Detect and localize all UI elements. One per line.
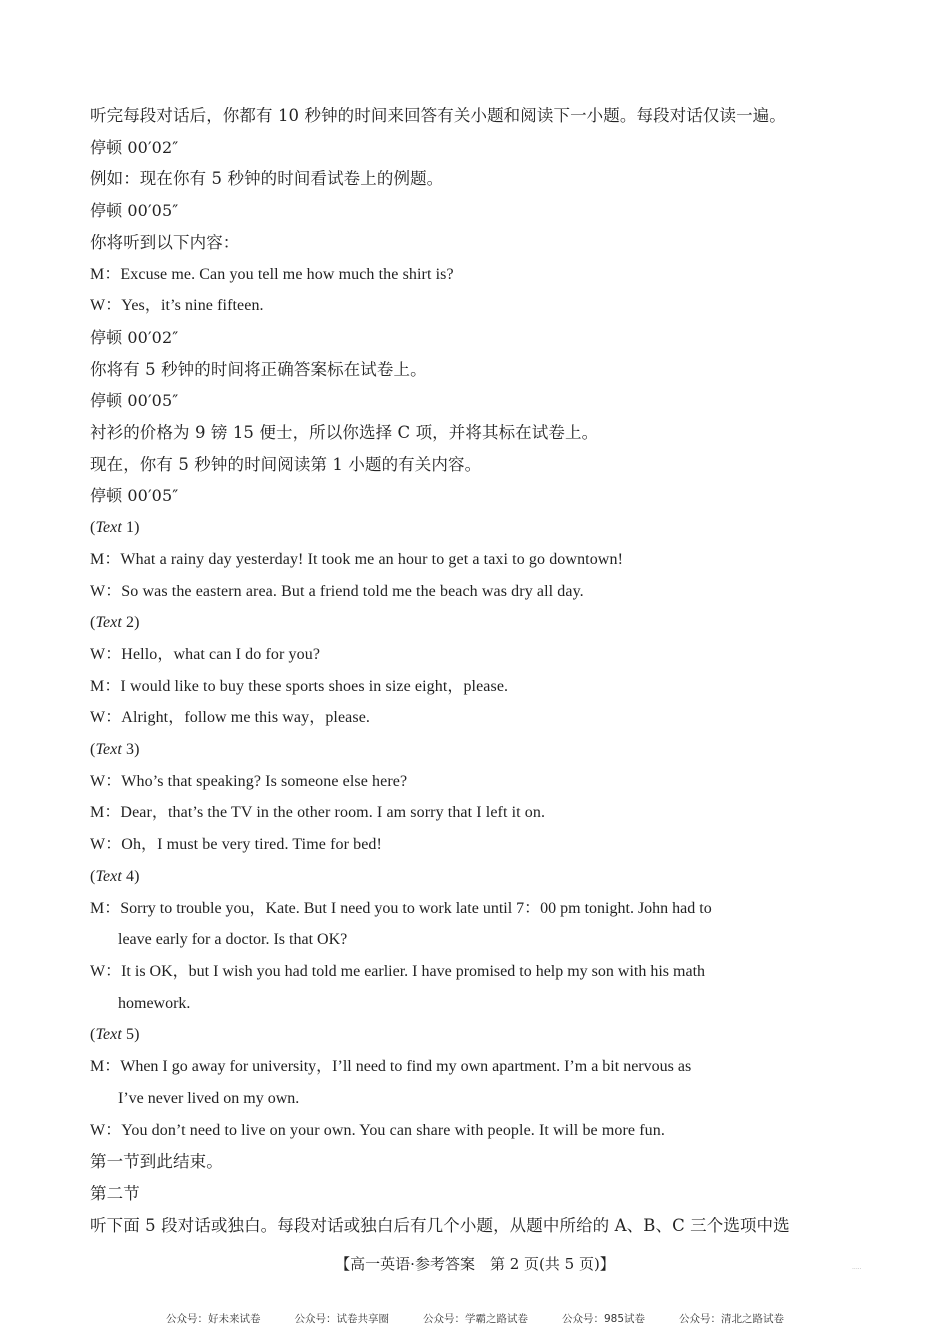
dialogue-line: M：Dear，that’s the TV in the other room. I am sorry that I left it on. — [90, 804, 546, 822]
instruction-line: 例如：现在你有 5 秒钟的时间看试卷上的例题。 — [90, 169, 444, 189]
watermark: 公众号：清北之路试卷 — [679, 1313, 785, 1325]
dialogue-line: W：Hello，what can I do for you? — [90, 645, 321, 663]
instruction-line: 现在，你有 5 秒钟的时间阅读第 1 小题的有关内容。 — [90, 454, 482, 474]
instruction-line: 衬衫的价格为 9 镑 15 便士，所以你选择 C 项，并将其标在试卷上。 — [90, 423, 599, 443]
instruction-line: 你将有 5 秒钟的时间将正确答案标在试卷上。 — [90, 359, 427, 379]
text-section-label: (Text 1) — [90, 519, 140, 537]
watermark: 公众号：985试卷 — [561, 1313, 646, 1325]
instruction-line: 听完每段对话后，你都有 10 秒钟的时间来回答有关小题和阅读下一小题。每段对话仅读一遍。 — [90, 106, 786, 125]
dialogue-line: W：You don’t need to live on your own. You can share with people. It will be more fun. — [90, 1121, 665, 1139]
dialogue-line: W：So was the eastern area. But a friend told me the beach was dry all day. — [90, 582, 584, 600]
dialogue-line: W：Alright，follow me this way，please. — [90, 709, 370, 727]
watermark: 公众号：试卷共享圈 — [294, 1313, 389, 1325]
pause-marker: 停顿 00′05″ — [90, 486, 179, 506]
pause-marker: 停顿 00′02″ — [90, 137, 179, 157]
dialogue-line: W：It is OK，but I wish you had told me earlier. I have promised to help my son with his math homework. — [90, 962, 706, 1012]
pause-marker: 停顿 00′02″ — [90, 327, 179, 347]
watermark: 公众号：学霸之路试卷 — [422, 1313, 528, 1325]
text-section-label: (Text 4) — [90, 867, 140, 885]
text-section-label: (Text 2) — [90, 614, 140, 632]
dialogue-line: M：What a rainy day yesterday! It took me an hour to get a taxi to go downtown! — [90, 550, 623, 568]
dialogue-line: M：Sorry to trouble you，Kate. But I need you to work late until 7：00 pm tonight. John had to leave early for a doctor. Is that OK? — [90, 899, 712, 949]
watermark-bar — [0, 1311, 950, 1326]
instruction-line: 第二节 — [90, 1183, 140, 1203]
dialogue-line: W：Yes，it’s nine fifteen. — [90, 297, 264, 315]
text-section-label: (Text 5) — [90, 1026, 140, 1044]
instruction-line: 你将听到以下内容： — [90, 232, 240, 252]
dialogue-line: M：Excuse me. Can you tell me how much the shirt is? — [90, 265, 454, 283]
dialogue-line: M：When I go away for university，I’ll need to find my own apartment. I’m a bit nervous as I’ve never lived on my own. — [90, 1058, 692, 1107]
dialogue-line: W：Who’s that speaking? Is someone else here? — [90, 772, 408, 790]
watermark: 公众号：好未来试卷 — [165, 1313, 261, 1325]
pause-marker: 停顿 00′05″ — [90, 201, 179, 221]
pause-marker: 停顿 00′05″ — [90, 391, 179, 411]
page-footer: 【高一英语·参考答案 第 2 页(共 5 页)】 — [335, 1255, 615, 1273]
dialogue-line: W：Oh，I must be very tired. Time for bed! — [90, 836, 382, 854]
instruction-line: 听下面 5 段对话或独白。每段对话或独白后有几个小题，从题中所给的 A、B、C 三个选项中选 — [90, 1215, 790, 1235]
dialogue-line: M：I would like to buy these sports shoes in size eight，please. — [90, 677, 509, 695]
listening-script — [90, 100, 862, 1241]
text-section-label: (Text 3) — [90, 741, 140, 759]
instruction-line: 第一节到此结束。 — [90, 1152, 223, 1172]
footer-mark: ..... — [852, 1264, 862, 1271]
